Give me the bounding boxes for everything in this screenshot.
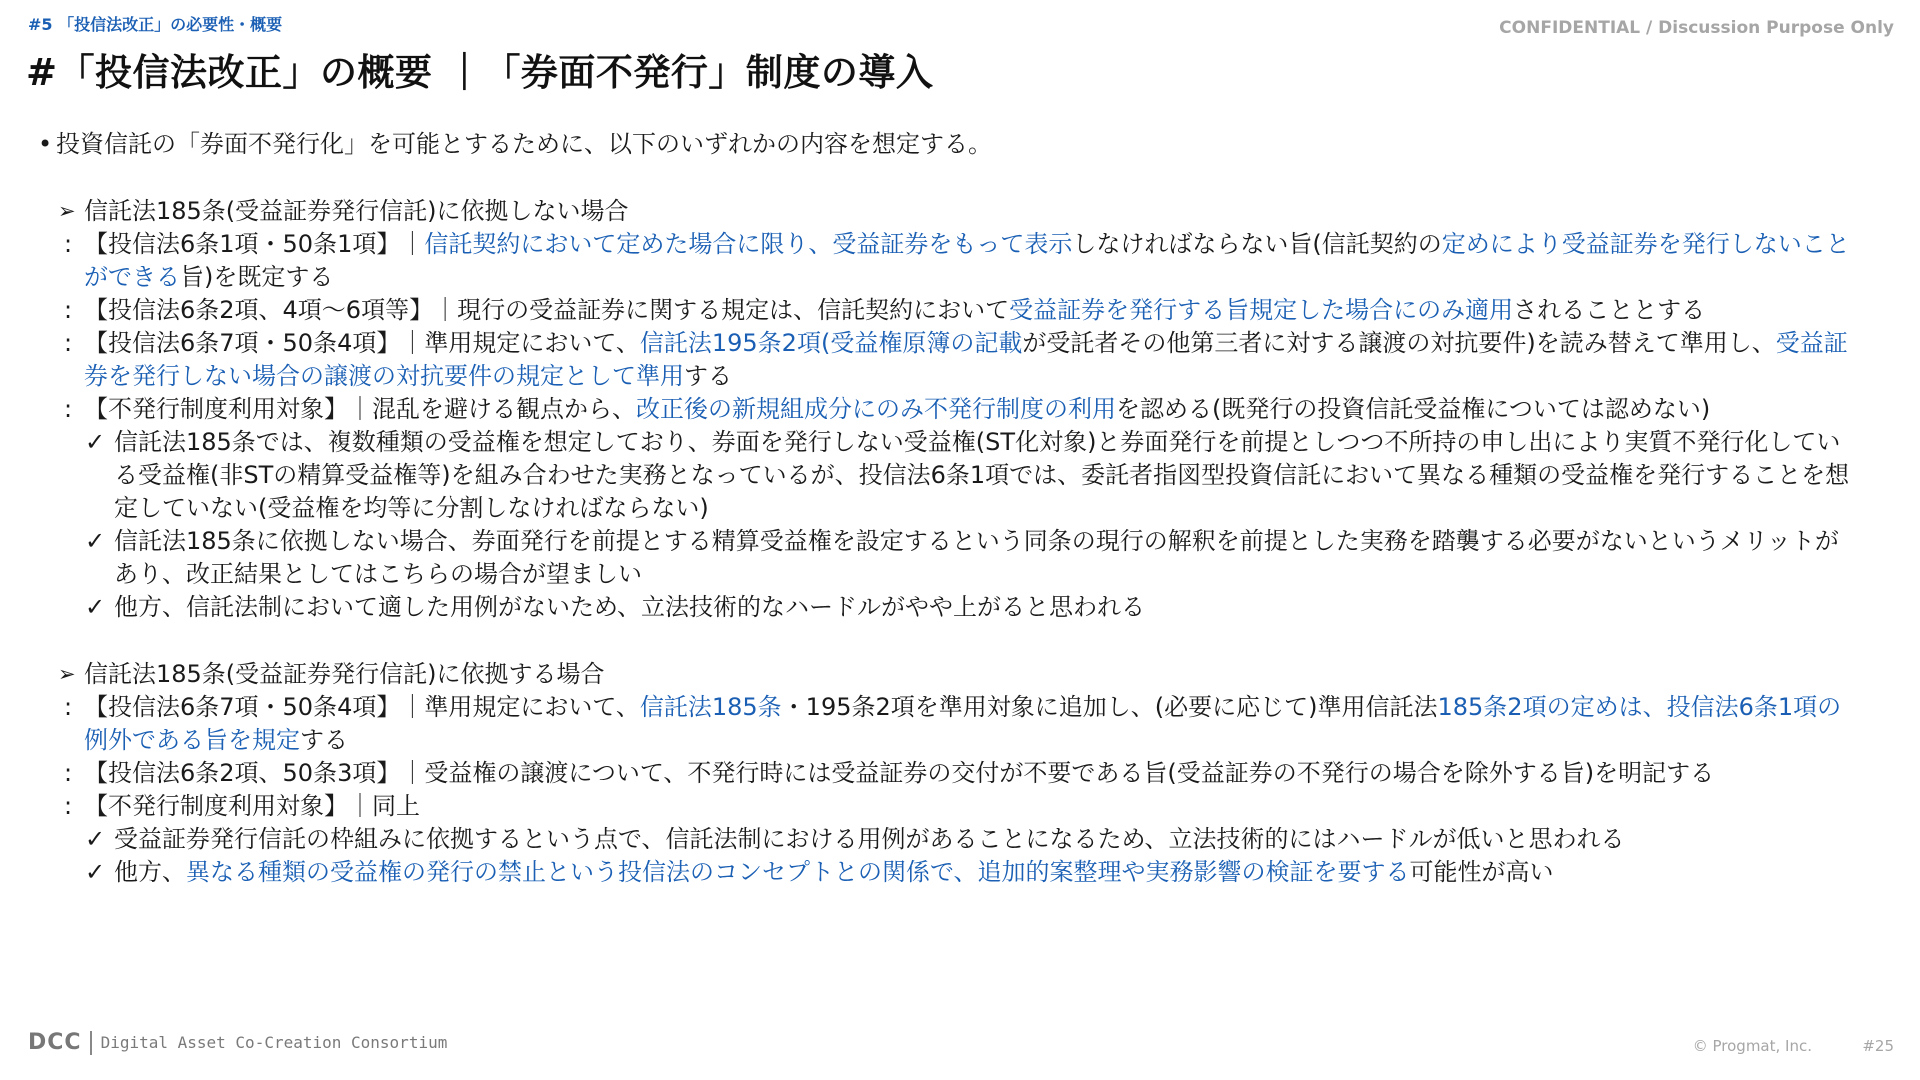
page-number: #25: [1862, 1037, 1894, 1055]
body-text: 他方、: [114, 858, 186, 886]
spacer: [34, 161, 1854, 195]
highlighted-text: 異なる種類の受益権の発行の禁止という投信法のコンセプトとの関係で、追加的案整理や実務影響の検証を要する: [186, 858, 1410, 886]
slide-body: [34, 128, 1854, 889]
highlighted-text: 信託法185条: [639, 693, 782, 721]
body-text: 受益証券発行信託の枠組みに依拠するという点で、信託法制における用例があることになるため、立法技術的にはハードルが低いと思われる: [114, 825, 1625, 853]
colon-marker: :: [64, 693, 73, 721]
bullet-line: [34, 327, 1854, 393]
body-text: 投資信託の「券面不発行化」を可能とするために、以下のいずれかの内容を想定する。: [56, 130, 992, 158]
bullet-line: [34, 294, 1854, 327]
body-text: ・195条2項を準用対象に追加し、(必要に応じて)準用信託法: [781, 693, 1438, 721]
logo-divider: [90, 1031, 92, 1055]
highlighted-text: 受益証券を発行しない場合の譲渡の対抗要件の規定として準用: [84, 329, 1848, 390]
copyright: © Progmat, Inc.: [1692, 1037, 1812, 1055]
bullet-line: [34, 128, 1854, 161]
body-text: 【不発行制度利用対象】｜同上: [84, 792, 420, 820]
colon-marker: :: [64, 759, 73, 787]
bullet-line: [34, 426, 1854, 525]
body-text: 他方、信託法制において適した用例がないため、立法技術的なハードルがやや上がると思われる: [114, 593, 1146, 621]
body-text: 信託法185条に依拠しない場合、券面発行を前提とする精算受益権を設定するという同条の現行の解釈を前提とした実務を踏襲する必要がないというメリットがあり、改正結果としてはこちらの場合が望ましい: [114, 527, 1839, 588]
arrow-marker: ➢: [58, 662, 76, 686]
body-text: 【投信法6条7項・50条4項】｜準用規定において、: [84, 693, 640, 721]
body-text: 【投信法6条7項・50条4項】｜準用規定において、: [84, 329, 640, 357]
bullet-line: [34, 790, 1854, 823]
bullet-line: [34, 691, 1854, 757]
body-text: する: [300, 726, 348, 754]
body-text: する: [684, 362, 732, 390]
body-text: が受託者その他第三者に対する譲渡の対抗要件)を読み替えて準用し、: [1022, 329, 1776, 357]
body-text: 【投信法6条2項、4項～6項等】｜現行の受益証券に関する規定は、信託契約において: [84, 296, 1010, 324]
body-text: されることとする: [1513, 296, 1706, 324]
bullet-line: [34, 757, 1854, 790]
bullet-line: [34, 228, 1854, 294]
check-icon: ✓: [85, 428, 106, 456]
body-text: 可能性が高い: [1409, 858, 1554, 886]
body-text: 信託法185条では、複数種類の受益権を想定しており、券面を発行しない受益権(ST化対象)と券面発行を前提としつつ不所持の申し出により実質不発行化している受益権(非STの精算受益権等)を組み合わせた実務となっているが、投信法6条1項では、委託者指図型投資信託において異なる種類の受益権を発行することを想定していない(受益権を均等に分割しなければならない): [114, 428, 1850, 522]
highlighted-text: 信託契約において定めた場合に限り、受益証券をもって表示: [424, 230, 1073, 258]
bullet-line: [34, 856, 1854, 889]
check-icon: ✓: [85, 825, 106, 853]
body-text: を認める(既発行の投資信託受益権については認めない): [1116, 395, 1711, 423]
body-text: 信託法185条(受益証券発行信託)に依拠しない場合: [84, 197, 629, 225]
body-text: 信託法185条(受益証券発行信託)に依拠する場合: [84, 660, 605, 688]
check-icon: ✓: [85, 593, 106, 621]
colon-marker: :: [64, 296, 73, 324]
bullet-line: [34, 591, 1854, 624]
bullet-line: [34, 658, 1854, 691]
highlighted-text: 改正後の新規組成分にのみ不発行制度の利用: [636, 395, 1116, 423]
breadcrumb: #5 「投信法改正」の必要性・概要: [28, 15, 283, 34]
logo-mark: DCC: [28, 1030, 82, 1055]
footer-logo: [28, 1030, 447, 1055]
bullet-line: [34, 393, 1854, 426]
highlighted-text: 受益証券を発行する旨規定した場合にのみ適用: [1009, 296, 1514, 324]
logo-text: Digital Asset Co-Creation Consortium: [100, 1033, 448, 1052]
colon-marker: :: [64, 395, 73, 423]
bullet-line: [34, 823, 1854, 856]
check-icon: ✓: [85, 527, 106, 555]
body-text: 【不発行制度利用対象】｜混乱を避ける観点から、: [84, 395, 636, 423]
bullet-line: [34, 195, 1854, 228]
highlighted-text: 定めにより受益証券を発行しないことができる: [84, 230, 1850, 291]
page-title: #「投信法改正」の概要 ｜「券面不発行」制度の導入: [26, 51, 934, 94]
colon-marker: :: [64, 329, 73, 357]
body-text: 【投信法6条2項、50条3項】｜受益権の譲渡について、不発行時には受益証券の交付が不要である旨(受益証券の不発行の場合を除外する旨)を明記する: [84, 759, 1715, 787]
colon-marker: :: [64, 230, 73, 258]
body-text: 旨)を既定する: [180, 263, 334, 291]
spacer: [34, 624, 1854, 658]
highlighted-text: 信託法195条2項(受益権原簿の記載: [639, 329, 1023, 357]
bullet-marker: •: [38, 130, 53, 158]
bullet-line: [34, 525, 1854, 591]
body-text: 【投信法6条1項・50条1項】｜: [84, 230, 425, 258]
arrow-marker: ➢: [58, 199, 76, 223]
colon-marker: :: [64, 792, 73, 820]
body-text: しなければならない旨(信託契約の: [1072, 230, 1442, 258]
check-icon: ✓: [85, 858, 106, 886]
confidential-label: CONFIDENTIAL / Discussion Purpose Only: [1499, 18, 1894, 38]
highlighted-text: 185条2項の定めは、投信法6条1項の例外である旨を規定: [84, 693, 1842, 754]
